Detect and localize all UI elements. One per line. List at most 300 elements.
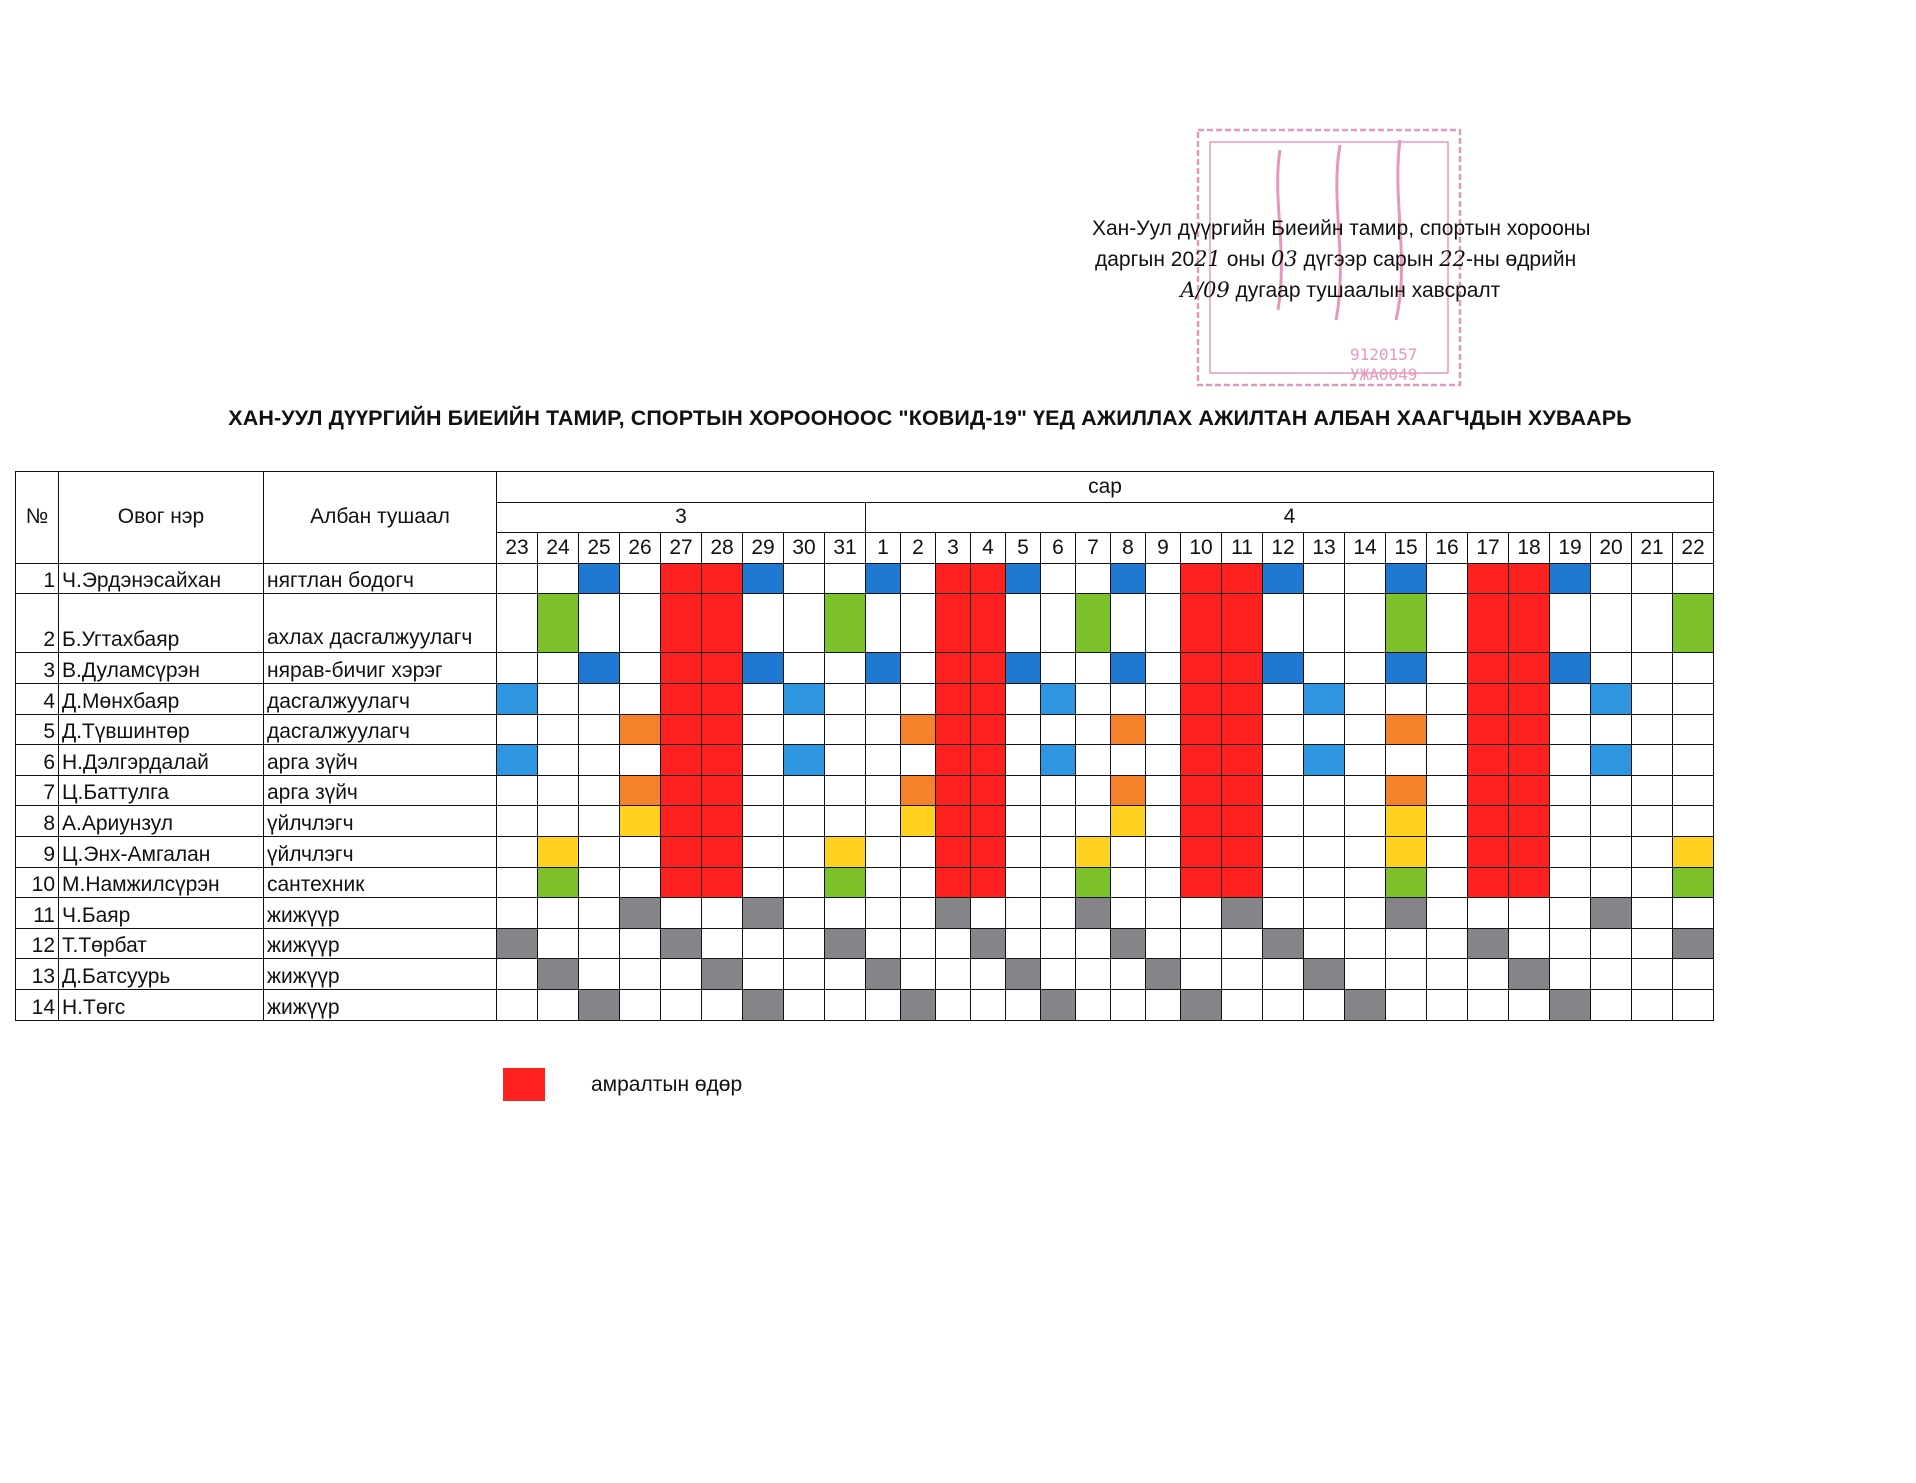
schedule-cell-empty (1006, 714, 1041, 745)
schedule-cell-empty (579, 683, 620, 714)
schedule-cell-duty (936, 898, 971, 929)
schedule-cell-empty (901, 563, 936, 594)
schedule-cell-empty (1386, 683, 1427, 714)
schedule-cell-empty (1427, 806, 1468, 837)
schedule-cell-rest-day (971, 745, 1006, 776)
day-header: 1 (866, 533, 901, 564)
schedule-cell-empty (1468, 898, 1509, 929)
schedule-cell-empty (866, 683, 901, 714)
schedule-cell-empty (1111, 745, 1146, 776)
employee-name: Б.Угтахбаяр (59, 594, 264, 653)
schedule-cell-duty (1304, 959, 1345, 990)
schedule-cell-duty (1222, 898, 1263, 929)
schedule-cell-empty (1345, 836, 1386, 867)
schedule-cell-empty (497, 714, 538, 745)
schedule-cell-empty (1550, 898, 1591, 929)
schedule-cell-empty (620, 563, 661, 594)
schedule-cell-empty (1632, 775, 1673, 806)
schedule-cell-empty (1632, 563, 1673, 594)
schedule-cell-empty (1146, 806, 1181, 837)
day-header: 8 (1111, 533, 1146, 564)
schedule-cell-empty (1591, 653, 1632, 684)
schedule-cell-empty (620, 683, 661, 714)
schedule-cell-duty (1181, 989, 1222, 1020)
schedule-cell-empty (1550, 836, 1591, 867)
schedule-cell-duty (538, 959, 579, 990)
schedule-cell-rest-day (1468, 594, 1509, 653)
schedule-cell-empty (1222, 928, 1263, 959)
schedule-cell-empty (1041, 806, 1076, 837)
schedule-cell-rest-day (1181, 806, 1222, 837)
schedule-cell-empty (1591, 775, 1632, 806)
legend-swatch-rest-day (503, 1068, 545, 1101)
day-header: 2 (901, 533, 936, 564)
schedule-cell-empty (1304, 714, 1345, 745)
employee-name: Н.Төгс (59, 989, 264, 1020)
schedule-cell-duty (901, 714, 936, 745)
schedule-cell-rest-day (1222, 806, 1263, 837)
employee-name: Ч.Баяр (59, 898, 264, 929)
schedule-cell-empty (1181, 898, 1222, 929)
schedule-cell-rest-day (936, 806, 971, 837)
employee-name: Ч.Эрдэнэсайхан (59, 563, 264, 594)
day-header: 5 (1006, 533, 1041, 564)
schedule-cell-rest-day (1468, 867, 1509, 898)
table-row (16, 745, 1714, 776)
schedule-cell-empty (1076, 653, 1111, 684)
schedule-cell-empty (579, 928, 620, 959)
day-header: 23 (497, 533, 538, 564)
schedule-cell-empty (901, 683, 936, 714)
schedule-cell-empty (497, 653, 538, 684)
schedule-cell-rest-day (1222, 745, 1263, 776)
schedule-cell-empty (784, 836, 825, 867)
table-row (16, 683, 1714, 714)
schedule-cell-duty (1509, 959, 1550, 990)
schedule-cell-rest-day (1222, 653, 1263, 684)
schedule-cell-empty (1345, 928, 1386, 959)
schedule-cell-empty (901, 594, 936, 653)
schedule-cell-rest-day (1181, 745, 1222, 776)
schedule-cell-empty (1006, 775, 1041, 806)
schedule-cell-rest-day (661, 683, 702, 714)
table-row (16, 836, 1714, 867)
schedule-cell-empty (579, 836, 620, 867)
employee-name: В.Дуламсүрэн (59, 653, 264, 684)
schedule-cell-empty (1146, 989, 1181, 1020)
day-header: 26 (620, 533, 661, 564)
schedule-cell-empty (1427, 867, 1468, 898)
schedule-cell-empty (497, 989, 538, 1020)
day-header: 6 (1041, 533, 1076, 564)
col-header-position: Албан тушаал (264, 472, 497, 564)
schedule-cell-duty (1386, 898, 1427, 929)
row-number: 2 (16, 594, 59, 653)
schedule-cell-rest-day (971, 867, 1006, 898)
schedule-cell-empty (866, 928, 901, 959)
schedule-cell-empty (1591, 928, 1632, 959)
schedule-cell-duty (1263, 928, 1304, 959)
schedule-cell-empty (743, 867, 784, 898)
employee-name: Д.Мөнхбаяр (59, 683, 264, 714)
schedule-cell-empty (620, 989, 661, 1020)
table-row (16, 806, 1714, 837)
schedule-cell-duty (1076, 594, 1111, 653)
schedule-cell-empty (1427, 898, 1468, 929)
schedule-cell-empty (1006, 898, 1041, 929)
schedule-cell-empty (1591, 806, 1632, 837)
schedule-cell-duty (1304, 683, 1345, 714)
employee-position: дасгалжуулагч (264, 714, 497, 745)
schedule-cell-duty (1673, 836, 1714, 867)
schedule-cell-empty (1550, 775, 1591, 806)
table-row (16, 714, 1714, 745)
schedule-cell-empty (1006, 683, 1041, 714)
schedule-cell-rest-day (702, 653, 743, 684)
schedule-cell-empty (1632, 653, 1673, 684)
day-header: 19 (1550, 533, 1591, 564)
table-row (16, 867, 1714, 898)
schedule-cell-empty (971, 959, 1006, 990)
schedule-cell-empty (620, 867, 661, 898)
day-header: 9 (1146, 533, 1181, 564)
schedule-cell-duty (743, 563, 784, 594)
annex-year: 21 (1194, 247, 1221, 271)
schedule-cell-empty (825, 806, 866, 837)
schedule-cell-empty (661, 898, 702, 929)
schedule-cell-rest-day (1181, 653, 1222, 684)
order-annex-note (1040, 213, 1740, 306)
schedule-cell-empty (1427, 959, 1468, 990)
schedule-cell-rest-day (971, 653, 1006, 684)
schedule-cell-empty (1111, 898, 1146, 929)
employee-position: ахлах дасгалжуулагч (264, 594, 497, 653)
schedule-cell-empty (1263, 898, 1304, 929)
schedule-cell-rest-day (1222, 775, 1263, 806)
schedule-cell-empty (1509, 928, 1550, 959)
schedule-cell-empty (901, 653, 936, 684)
schedule-cell-empty (1632, 836, 1673, 867)
schedule-cell-empty (1041, 714, 1076, 745)
schedule-cell-empty (825, 959, 866, 990)
schedule-cell-empty (1006, 989, 1041, 1020)
schedule-cell-rest-day (702, 775, 743, 806)
employee-name: А.Ариунзул (59, 806, 264, 837)
schedule-cell-empty (1632, 683, 1673, 714)
schedule-cell-empty (1632, 959, 1673, 990)
schedule-cell-empty (971, 898, 1006, 929)
schedule-cell-rest-day (661, 836, 702, 867)
schedule-cell-duty (1386, 714, 1427, 745)
schedule-cell-empty (1427, 594, 1468, 653)
schedule-cell-duty (620, 806, 661, 837)
schedule-cell-empty (1304, 928, 1345, 959)
day-header: 18 (1509, 533, 1550, 564)
schedule-cell-empty (1386, 928, 1427, 959)
schedule-cell-empty (1304, 989, 1345, 1020)
schedule-cell-rest-day (936, 683, 971, 714)
stamp-code-1: 9120157 (1350, 345, 1418, 364)
schedule-cell-empty (1632, 594, 1673, 653)
employee-position: үйлчлэгч (264, 836, 497, 867)
day-header: 10 (1181, 533, 1222, 564)
schedule-cell-empty (784, 775, 825, 806)
schedule-cell-duty (866, 653, 901, 684)
schedule-cell-empty (1006, 928, 1041, 959)
schedule-cell-empty (1386, 745, 1427, 776)
schedule-cell-duty (1111, 806, 1146, 837)
day-header: 30 (784, 533, 825, 564)
schedule-cell-rest-day (1509, 836, 1550, 867)
schedule-cell-empty (1146, 775, 1181, 806)
schedule-cell-empty (1591, 563, 1632, 594)
day-header: 20 (1591, 533, 1632, 564)
day-header: 12 (1263, 533, 1304, 564)
schedule-cell-rest-day (702, 563, 743, 594)
schedule-cell-duty (901, 806, 936, 837)
schedule-cell-empty (1076, 989, 1111, 1020)
schedule-cell-duty (784, 745, 825, 776)
schedule-cell-rest-day (702, 836, 743, 867)
schedule-cell-duty (1591, 683, 1632, 714)
schedule-cell-rest-day (1468, 775, 1509, 806)
schedule-cell-empty (1632, 745, 1673, 776)
schedule-cell-duty (743, 653, 784, 684)
schedule-cell-empty (1111, 959, 1146, 990)
schedule-cell-empty (1006, 745, 1041, 776)
schedule-cell-rest-day (971, 594, 1006, 653)
schedule-cell-empty (1263, 989, 1304, 1020)
day-header: 21 (1632, 533, 1673, 564)
schedule-cell-empty (620, 959, 661, 990)
schedule-cell-empty (1304, 836, 1345, 867)
schedule-cell-duty (1263, 563, 1304, 594)
schedule-cell-empty (1263, 745, 1304, 776)
schedule-cell-empty (784, 898, 825, 929)
schedule-cell-empty (1304, 898, 1345, 929)
schedule-cell-rest-day (1509, 683, 1550, 714)
schedule-cell-empty (784, 714, 825, 745)
schedule-cell-rest-day (661, 806, 702, 837)
row-number: 5 (16, 714, 59, 745)
schedule-cell-empty (1006, 806, 1041, 837)
schedule-cell-empty (1673, 898, 1714, 929)
schedule-cell-empty (1345, 683, 1386, 714)
schedule-cell-empty (1263, 594, 1304, 653)
schedule-cell-rest-day (1222, 563, 1263, 594)
schedule-cell-empty (901, 867, 936, 898)
schedule-cell-empty (1673, 989, 1714, 1020)
schedule-cell-duty (1386, 563, 1427, 594)
schedule-cell-rest-day (661, 594, 702, 653)
schedule-cell-duty (1386, 806, 1427, 837)
employee-position: дасгалжуулагч (264, 683, 497, 714)
schedule-cell-rest-day (1509, 653, 1550, 684)
schedule-cell-empty (1345, 867, 1386, 898)
schedule-cell-duty (1111, 714, 1146, 745)
schedule-cell-empty (1041, 563, 1076, 594)
schedule-cell-empty (1632, 928, 1673, 959)
schedule-cell-duty (1591, 745, 1632, 776)
schedule-cell-rest-day (971, 836, 1006, 867)
schedule-cell-empty (866, 989, 901, 1020)
row-number: 7 (16, 775, 59, 806)
schedule-cell-empty (1591, 594, 1632, 653)
schedule-cell-duty (1673, 867, 1714, 898)
schedule-cell-empty (743, 806, 784, 837)
schedule-cell-empty (1468, 989, 1509, 1020)
schedule-cell-rest-day (1222, 683, 1263, 714)
schedule-cell-empty (1076, 775, 1111, 806)
schedule-cell-empty (743, 594, 784, 653)
schedule-cell-empty (1468, 959, 1509, 990)
table-row (16, 775, 1714, 806)
schedule-cell-empty (1673, 959, 1714, 990)
schedule-cell-empty (1632, 989, 1673, 1020)
schedule-cell-empty (901, 836, 936, 867)
schedule-cell-empty (1304, 653, 1345, 684)
schedule-cell-duty (1591, 898, 1632, 929)
schedule-cell-empty (702, 989, 743, 1020)
schedule-cell-rest-day (1181, 563, 1222, 594)
table-row (16, 898, 1714, 929)
day-header: 24 (538, 533, 579, 564)
employee-position: жижүүр (264, 928, 497, 959)
schedule-cell-empty (866, 836, 901, 867)
schedule-cell-empty (1550, 714, 1591, 745)
schedule-cell-empty (1146, 594, 1181, 653)
schedule-cell-empty (579, 898, 620, 929)
schedule-cell-empty (825, 775, 866, 806)
row-number: 13 (16, 959, 59, 990)
schedule-cell-empty (1427, 836, 1468, 867)
schedule-cell-empty (1006, 836, 1041, 867)
schedule-cell-duty (1076, 836, 1111, 867)
schedule-cell-empty (825, 989, 866, 1020)
schedule-cell-duty (1386, 836, 1427, 867)
schedule-cell-empty (743, 775, 784, 806)
employee-position: жижүүр (264, 959, 497, 990)
schedule-cell-empty (1111, 989, 1146, 1020)
row-number: 11 (16, 898, 59, 929)
schedule-cell-empty (497, 594, 538, 653)
month-header: 3 (497, 502, 866, 533)
schedule-cell-rest-day (1509, 594, 1550, 653)
schedule-cell-rest-day (661, 563, 702, 594)
day-header: 17 (1468, 533, 1509, 564)
schedule-cell-duty (1673, 594, 1714, 653)
schedule-cell-empty (1111, 867, 1146, 898)
schedule-cell-empty (497, 959, 538, 990)
schedule-cell-empty (1181, 928, 1222, 959)
schedule-cell-empty (1673, 563, 1714, 594)
schedule-cell-empty (1006, 594, 1041, 653)
schedule-cell-empty (1146, 898, 1181, 929)
schedule-cell-empty (538, 714, 579, 745)
schedule-cell-empty (1041, 898, 1076, 929)
schedule-cell-rest-day (661, 775, 702, 806)
schedule-cell-empty (866, 594, 901, 653)
schedule-cell-empty (1111, 836, 1146, 867)
schedule-cell-empty (1041, 959, 1076, 990)
schedule-cell-duty (971, 928, 1006, 959)
row-number: 10 (16, 867, 59, 898)
schedule-cell-duty (743, 989, 784, 1020)
schedule-cell-empty (1076, 959, 1111, 990)
schedule-cell-rest-day (1181, 867, 1222, 898)
schedule-cell-rest-day (971, 563, 1006, 594)
schedule-cell-empty (661, 989, 702, 1020)
schedule-cell-duty (538, 836, 579, 867)
day-header: 27 (661, 533, 702, 564)
schedule-cell-empty (1673, 714, 1714, 745)
day-header: 4 (971, 533, 1006, 564)
schedule-cell-empty (538, 928, 579, 959)
schedule-cell-rest-day (661, 653, 702, 684)
schedule-cell-rest-day (702, 745, 743, 776)
schedule-cell-empty (1111, 683, 1146, 714)
day-header: 3 (936, 533, 971, 564)
schedule-cell-empty (784, 806, 825, 837)
schedule-cell-empty (1263, 867, 1304, 898)
schedule-cell-empty (1146, 836, 1181, 867)
schedule-cell-empty (1076, 714, 1111, 745)
day-header: 25 (579, 533, 620, 564)
schedule-cell-empty (971, 989, 1006, 1020)
schedule-cell-empty (1386, 989, 1427, 1020)
schedule-cell-duty (743, 898, 784, 929)
schedule-cell-empty (1632, 898, 1673, 929)
row-number: 14 (16, 989, 59, 1020)
schedule-cell-empty (702, 898, 743, 929)
schedule-cell-empty (901, 959, 936, 990)
schedule-cell-empty (1550, 594, 1591, 653)
schedule-cell-duty (620, 714, 661, 745)
employee-position: арга зүйч (264, 775, 497, 806)
schedule-cell-empty (936, 959, 971, 990)
schedule-cell-empty (620, 594, 661, 653)
schedule-cell-empty (497, 836, 538, 867)
employee-position: арга зүйч (264, 745, 497, 776)
schedule-cell-duty (1041, 683, 1076, 714)
day-header: 11 (1222, 533, 1263, 564)
annex-line-2: даргын 2021 оны 03 дүгээр сарын 22-ны өдрийн (1095, 247, 1577, 271)
schedule-cell-duty (1111, 653, 1146, 684)
schedule-cell-empty (1345, 959, 1386, 990)
schedule-cell-empty (1304, 867, 1345, 898)
schedule-cell-empty (1041, 836, 1076, 867)
schedule-cell-empty (579, 959, 620, 990)
schedule-cell-empty (579, 806, 620, 837)
schedule-cell-empty (1146, 563, 1181, 594)
schedule-cell-duty (866, 959, 901, 990)
schedule-cell-empty (620, 928, 661, 959)
day-header: 29 (743, 533, 784, 564)
schedule-cell-duty (1386, 594, 1427, 653)
schedule-cell-duty (620, 898, 661, 929)
schedule-cell-empty (1632, 806, 1673, 837)
schedule-cell-empty (538, 898, 579, 929)
schedule-cell-rest-day (936, 867, 971, 898)
schedule-cell-rest-day (661, 745, 702, 776)
schedule-cell-empty (1146, 653, 1181, 684)
day-header: 16 (1427, 533, 1468, 564)
schedule-cell-empty (1146, 683, 1181, 714)
annex-month: 03 (1270, 247, 1298, 271)
duty-schedule-table (15, 471, 1714, 1021)
schedule-cell-empty (497, 806, 538, 837)
schedule-cell-empty (743, 745, 784, 776)
